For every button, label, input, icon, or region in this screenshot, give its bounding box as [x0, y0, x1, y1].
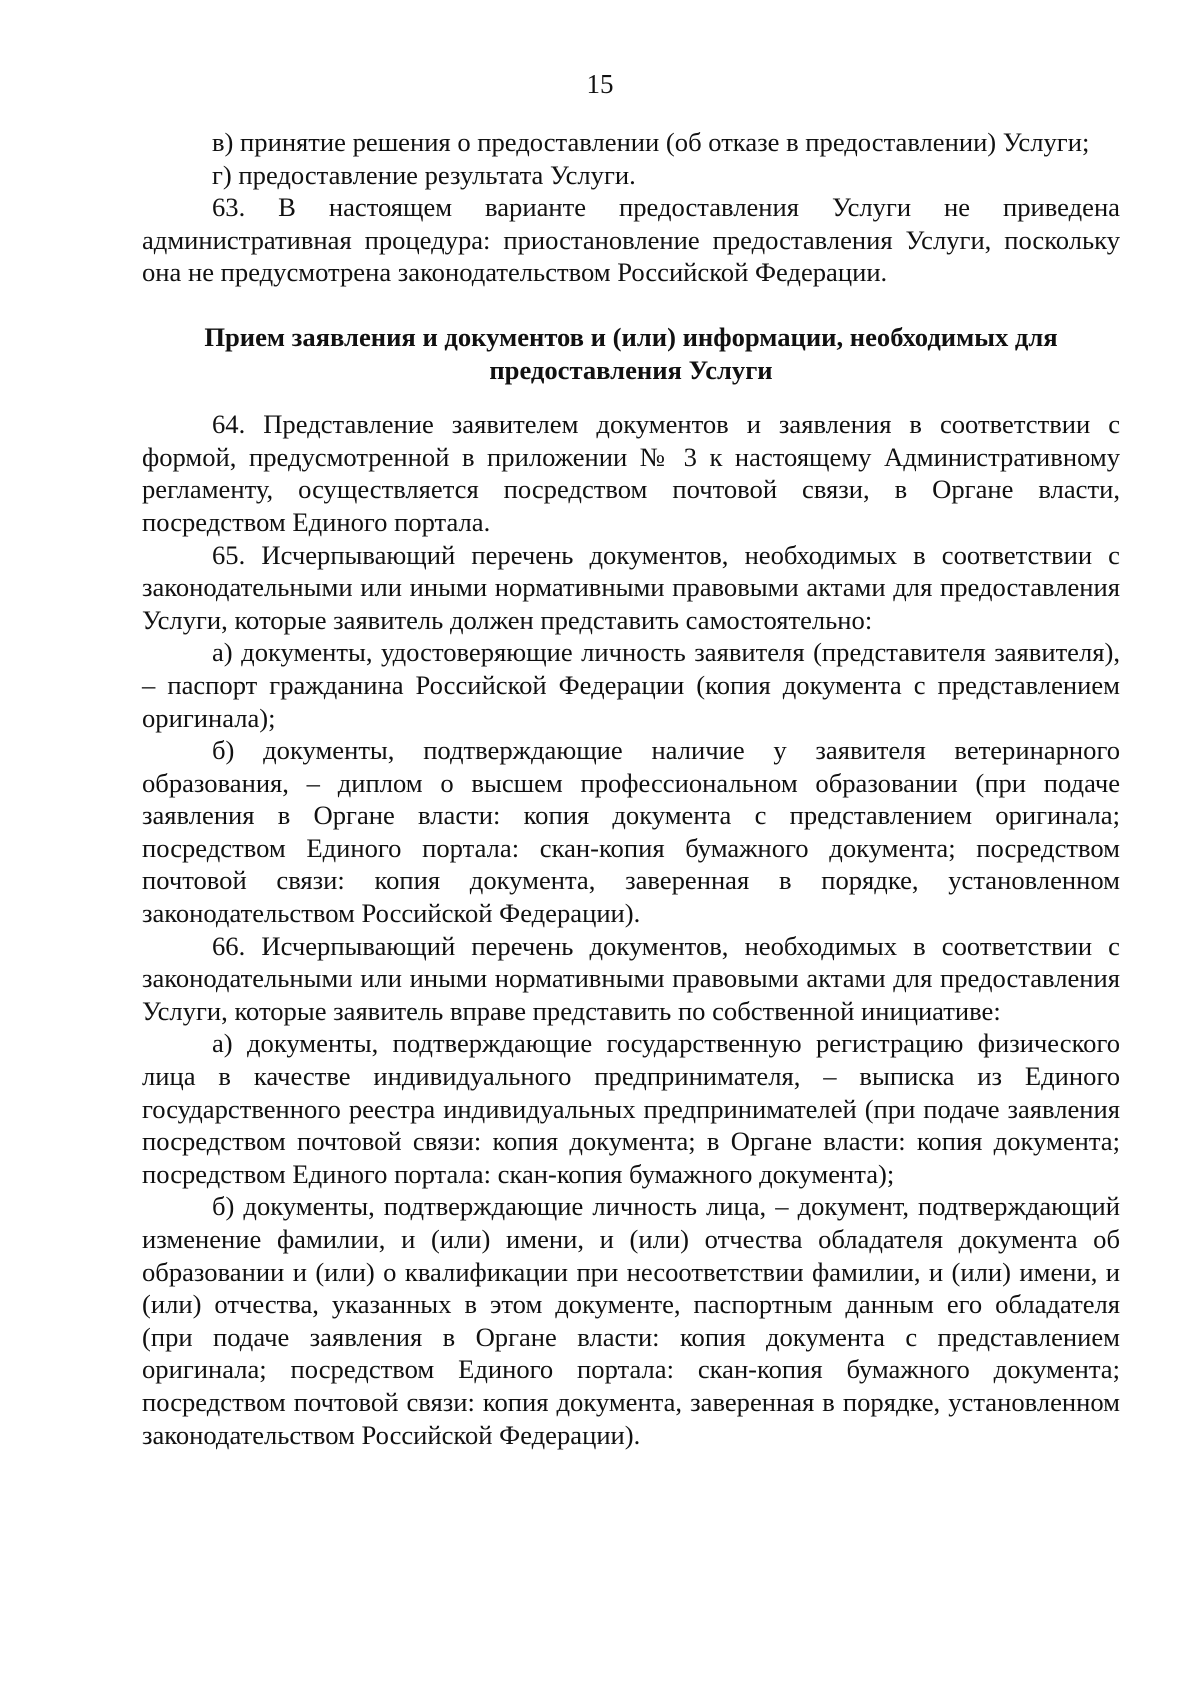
paragraph-64: 64. Представление заявителем документов и заявления в соответствии с формой, предусмотренной в приложении № 3 к настоящему Административному регламенту, осуществляется посредством почтовой связи, в Органе власти, посредством Единого портала.	[142, 409, 1120, 537]
paragraph-65-b: б) документы, подтверждающие наличие у заявителя ветеринарного образования, – диплом о высшем профессиональном образовании (при подаче заявления в Органе власти: копия документа с представлением оригинала; посредством Единого портала: скан-копия бумажного документа; посредством почтовой связи: копия документа, заверенная в порядке, установленном законодательством Российской Федерации).	[142, 735, 1120, 929]
paragraph-66: 66. Исчерпывающий перечень документов, необходимых в соответствии с законодательными или иными нормативными правовыми актами для предоставления Услуги, которые заявитель вправе представить по собственной инициативе:	[142, 930, 1120, 1026]
paragraph-63: 63. В настоящем варианте предоставления Услуги не приведена административная процедура: приостановление предоставления Услуги, поскольку она не предусмотрена законодательством Российской Федерации.	[142, 192, 1120, 288]
document-body	[142, 126, 1120, 1451]
paragraph-item-v: в) принятие решения о предоставлении (об отказе в предоставлении) Услуги;	[212, 127, 1090, 157]
paragraph-66-a: а) документы, подтверждающие государственную регистрацию физического лица в качестве индивидуального предпринимателя, – выписка из Единого государственного реестра индивидуальных предпринимателей (при подаче заявления посредством почтовой связи: копия документа; в Органе власти: копия документа; посредством Единого портала: скан-копия бумажного документа);	[142, 1028, 1120, 1189]
section-heading: Прием заявления и документов и (или) информации, необходимых для предоставления Услуги	[204, 321, 1058, 385]
paragraph-66-b: б) документы, подтверждающие личность лица, – документ, подтверждающий изменение фамилии, и (или) имени, и (или) отчества обладателя документа об образовании и (или) о квалификации при несоответствии фамилии, и (или) имени, и (или) отчества, указанных в этом документе, паспортным данным его обладателя (при подаче заявления в Органе власти: копия документа с представлением оригинала; посредством Единого портала: скан-копия бумажного документа; посредством почтовой связи: копия документа, заверенная в порядке, установленном законодательством Российской Федерации).	[142, 1191, 1120, 1450]
paragraph-item-g: г) предоставление результата Услуги.	[212, 159, 636, 190]
paragraph-65-a: а) документы, удостоверяющие личность заявителя (представителя заявителя), – паспорт гражданина Российской Федерации (копия документа с представлением оригинала);	[142, 637, 1120, 733]
page-number: 15	[586, 69, 614, 99]
paragraph-65: 65. Исчерпывающий перечень документов, необходимых в соответствии с законодательными или иными нормативными правовыми актами для предоставления Услуги, которые заявитель должен представить самостоятельно:	[142, 539, 1120, 635]
